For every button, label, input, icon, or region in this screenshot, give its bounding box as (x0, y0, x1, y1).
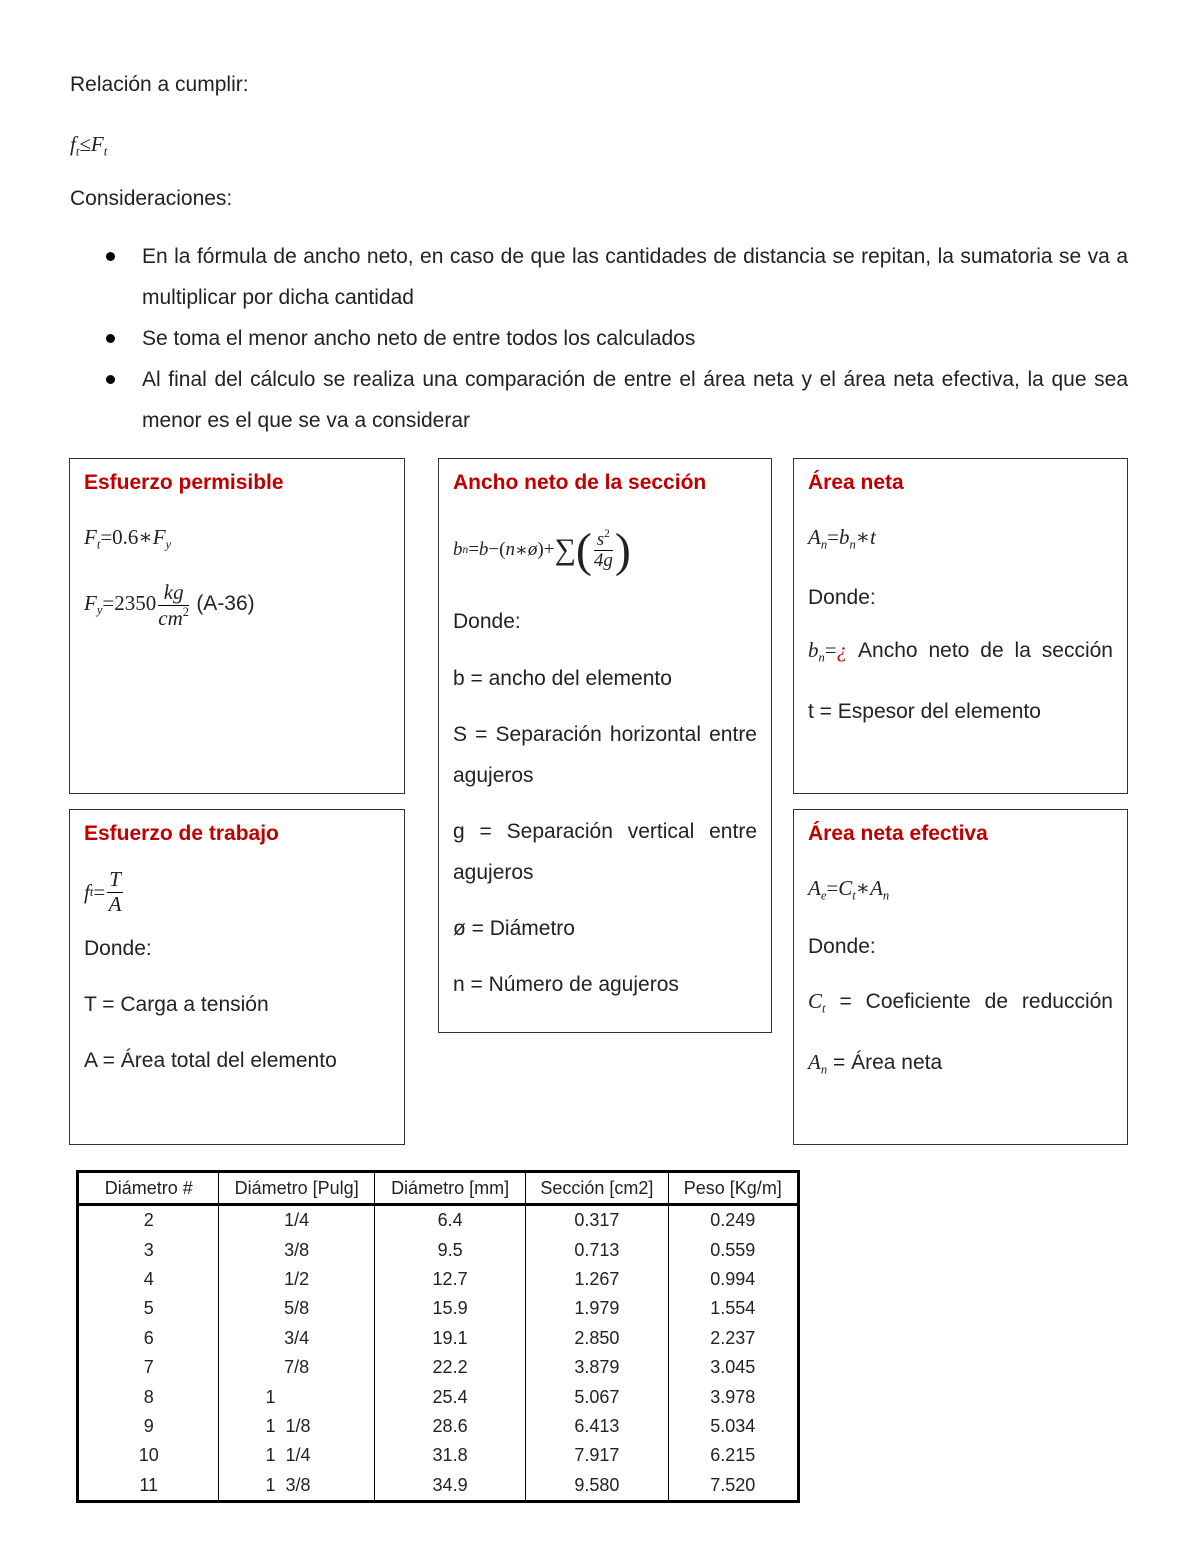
table-cell: 3.045 (668, 1353, 798, 1382)
table-cell: 28.6 (374, 1412, 525, 1441)
table-cell: 6 (78, 1324, 219, 1353)
donde-label: Donde: (808, 935, 876, 959)
def-a-area: A = Área total del elemento (84, 1049, 337, 1072)
table-cell: 2.237 (668, 1324, 798, 1353)
diametro-table (76, 1170, 800, 1503)
table-cell: 31.8 (374, 1441, 525, 1470)
table-cell: 5/8 (219, 1294, 374, 1323)
table-cell: 0.559 (668, 1235, 798, 1264)
table-row (78, 1382, 799, 1411)
def-b: b = ancho del elemento (453, 667, 672, 690)
table-cell: 1.267 (526, 1265, 668, 1294)
table-cell: 5.067 (526, 1382, 668, 1411)
formula-bn: b n = b −( n ∗ ø )+ ∑ ( $\frac{s^2}{4g}$ ) (453, 523, 631, 577)
table-cell: 5.034 (668, 1412, 798, 1441)
bullet-icon (106, 252, 115, 261)
def-t-carga: T = Carga a tensión (84, 993, 269, 1016)
table-cell: 9.580 (526, 1471, 668, 1502)
col-header: Diámetro [mm] (374, 1172, 525, 1205)
table-cell: 34.9 (374, 1471, 525, 1502)
table-cell: 22.2 (374, 1353, 525, 1382)
def-n: n = Número de agujeros (453, 973, 679, 996)
col-header: Diámetro [Pulg] (219, 1172, 374, 1205)
donde-label: Donde: (808, 586, 876, 610)
table-cell: 6.215 (668, 1441, 798, 1470)
table-cell: 12.7 (374, 1265, 525, 1294)
list-item: En la fórmula de ancho neto, en caso de que las cantidades de distancia se repitan, la sumatoria se va a multiplicar por dicha cantidad (70, 236, 1128, 318)
bullet-icon (106, 375, 115, 384)
table-cell: 11 (78, 1471, 219, 1502)
table-cell: 19.1 (374, 1324, 525, 1353)
col-header: Diámetro # (78, 1172, 219, 1205)
table-row (78, 1353, 799, 1382)
table-cell: 1.554 (668, 1294, 798, 1323)
formula-an: $A_n=b_n∗t$ (808, 525, 876, 552)
table-cell: 3.978 (668, 1382, 798, 1411)
consideraciones-label: Consideraciones: (70, 187, 233, 210)
table-cell: 4 (78, 1265, 219, 1294)
table-cell: 15.9 (374, 1294, 525, 1323)
esfuerzo-permisible-box (69, 458, 405, 794)
table-cell: 3/4 (219, 1324, 374, 1353)
table-cell: 6.4 (374, 1205, 525, 1236)
box-title: Esfuerzo de trabajo (84, 822, 279, 845)
table-row (78, 1324, 799, 1353)
formula-ae: $A_e=C_t∗A_n$ (808, 876, 890, 903)
donde-label: Donde: (84, 937, 152, 960)
table-cell: 10 (78, 1441, 219, 1470)
table-cell: 3 (78, 1235, 219, 1264)
box-title: Ancho neto de la sección (453, 471, 707, 494)
table-row (78, 1265, 799, 1294)
table-cell: 2.850 (526, 1324, 668, 1353)
table-cell: 7 (78, 1353, 219, 1382)
bullet-icon (106, 334, 115, 343)
area-neta-box (793, 458, 1128, 794)
def-g: g = Separación vertical entre agujeros (453, 820, 757, 884)
relacion-formula: $f_t\le F_t$ (70, 132, 108, 159)
ancho-neto-box (438, 458, 772, 1033)
table-row (78, 1294, 799, 1323)
table-cell: 1 (219, 1382, 374, 1411)
table-cell: 5 (78, 1294, 219, 1323)
list-item: Al final del cálculo se realiza una comparación de entre el área neta y el área neta efectiva, la que sea menor es el que se va a considerar (70, 359, 1128, 441)
table-cell: 1.979 (526, 1294, 668, 1323)
table-cell: 25.4 (374, 1382, 525, 1411)
table-cell: 2 (78, 1205, 219, 1236)
def-t: t = Espesor del elemento (808, 699, 1041, 723)
table-cell: 0.249 (668, 1205, 798, 1236)
consideraciones-list (70, 236, 1128, 441)
table-cell: 7.917 (526, 1441, 668, 1470)
table-cell: 1 1/4 (219, 1441, 374, 1470)
table-cell: 9 (78, 1412, 219, 1441)
relacion-label: Relación a cumplir: (70, 73, 249, 96)
list-item: Se toma el menor ancho neto de entre todos los calculados (70, 318, 1128, 359)
table-cell: 8 (78, 1382, 219, 1411)
table-cell: 3/8 (219, 1235, 374, 1264)
def-diametro: ø = Diámetro (453, 917, 575, 940)
esfuerzo-trabajo-box (69, 809, 405, 1145)
def-ct: $C_t$ = Coeficiente de reducción (808, 989, 1113, 1016)
box-title: Área neta efectiva (808, 822, 988, 845)
box-title: Esfuerzo permisible (84, 471, 284, 494)
table-header-row (78, 1172, 799, 1205)
table-cell: 0.317 (526, 1205, 668, 1236)
table-cell: 1/2 (219, 1265, 374, 1294)
table-cell: 1 3/8 (219, 1471, 374, 1502)
formula-ft-trabajo: f t = $\frac{T}{A}$ (84, 867, 122, 916)
table-cell: 0.713 (526, 1235, 668, 1264)
donde-label: Donde: (453, 610, 521, 633)
table-cell: 0.994 (668, 1265, 798, 1294)
table-row (78, 1441, 799, 1470)
table-row (78, 1412, 799, 1441)
table-cell: 7/8 (219, 1353, 374, 1382)
formula-fy: $F_y=2350$ $\frac{kg}{cm^2}$ (A-36) (84, 580, 255, 630)
def-bn: $b_n=¿$ Ancho neto de la sección (808, 638, 1113, 665)
table-cell: 1 1/8 (219, 1412, 374, 1441)
table-cell: 1/4 (219, 1205, 374, 1236)
table-cell: 7.520 (668, 1471, 798, 1502)
col-header: Peso [Kg/m] (668, 1172, 798, 1205)
table-cell: 9.5 (374, 1235, 525, 1264)
table-cell: 6.413 (526, 1412, 668, 1441)
table-row (78, 1205, 799, 1236)
def-s: S = Separación horizontal entre agujeros (453, 723, 757, 787)
table-row (78, 1235, 799, 1264)
def-an: $A_n$ = Área neta (808, 1049, 943, 1077)
area-neta-efectiva-box (793, 809, 1128, 1145)
table-row (78, 1471, 799, 1502)
box-title: Área neta (808, 471, 904, 494)
col-header: Sección [cm2] (526, 1172, 668, 1205)
table-cell: 3.879 (526, 1353, 668, 1382)
formula-ft: $F_t=0.6∗F_y$ (84, 525, 172, 552)
